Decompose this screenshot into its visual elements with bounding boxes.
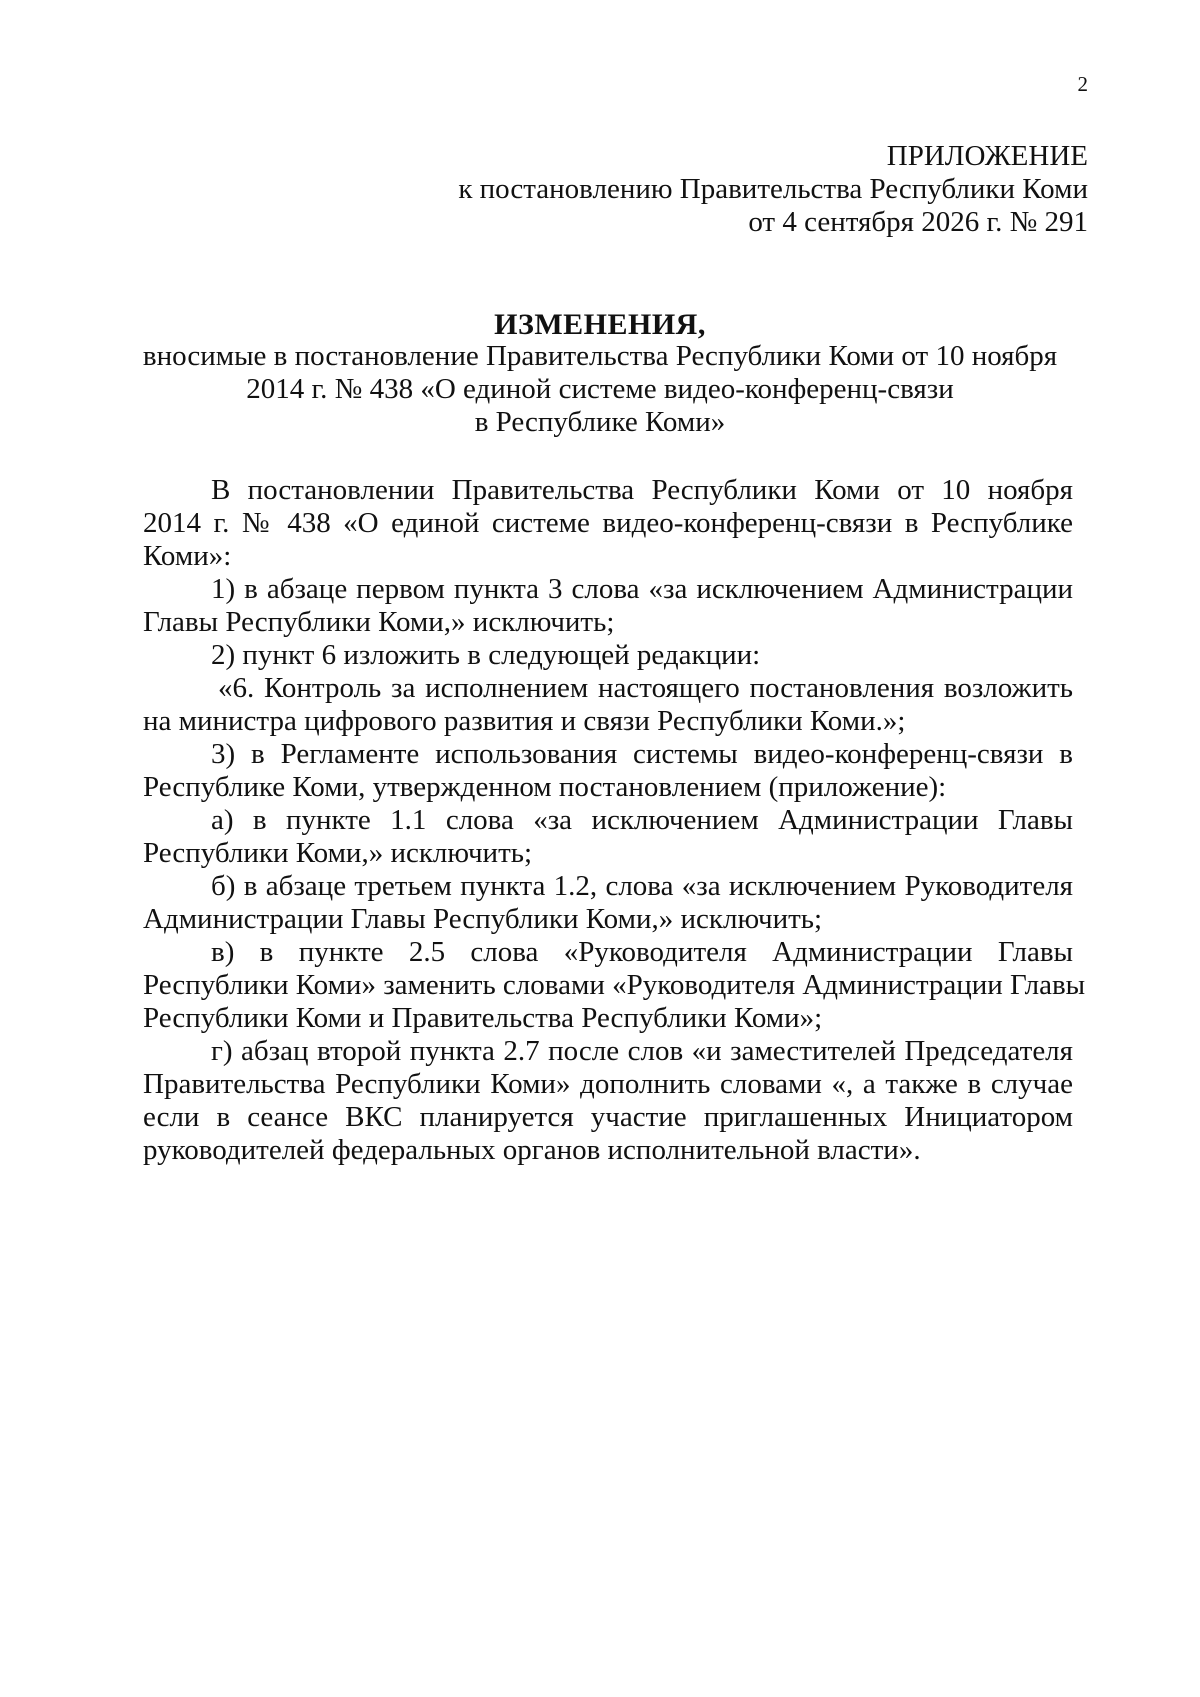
- subtitle-line: в Республике Коми»: [474, 406, 726, 438]
- body-line: а) в пункте 1.1 слова «за исключением Администрации Главы: [211, 804, 1073, 836]
- subtitle-line: вносимые в постановление Правительства Республики Коми от 10 ноября: [142, 340, 1058, 372]
- appendix-date-number: от 4 сентября 2026 г. № 291: [748, 206, 1088, 238]
- appendix-header: [458, 140, 1088, 239]
- body-line: 3) в Регламенте использования системы видео-конференц-связи в: [211, 738, 1073, 770]
- body-line: г) абзац второй пункта 2.7 после слов «и заместителей Председателя: [211, 1035, 1073, 1067]
- page-number: 2: [1077, 72, 1088, 96]
- body-line: Республики Коми» заменить словами «Руководителя Администрации Главы: [143, 969, 1086, 1001]
- body-line: «6. Контроль за исполнением настоящего постановления возложить: [218, 672, 1073, 704]
- document-subtitle: [140, 340, 1060, 439]
- subtitle-line: 2014 г. № 438 «О единой системе видео-конференц-связи: [246, 373, 954, 405]
- document-body: [143, 474, 1086, 1167]
- body-line: Главы Республики Коми,» исключить;: [143, 606, 615, 638]
- appendix-label: ПРИЛОЖЕНИЕ: [886, 140, 1088, 172]
- body-line: Коми»:: [143, 540, 232, 572]
- body-line: 2014 г. № 438 «О единой системе видео-конференц-связи в Республике: [143, 507, 1073, 539]
- body-line: Республики Коми и Правительства Республики Коми»;: [143, 1002, 823, 1034]
- body-line: Правительства Республики Коми» дополнить словами «, а также в случае: [143, 1068, 1073, 1100]
- body-line: руководителей федеральных органов исполнительной власти».: [143, 1134, 921, 1166]
- body-line: б) в абзаце третьем пункта 1.2, слова «за исключением Руководителя: [211, 870, 1073, 902]
- body-line: 2) пункт 6 изложить в следующей редакции:: [211, 639, 761, 671]
- body-line: Республике Коми, утвержденном постановлением (приложение):: [143, 771, 947, 803]
- document-title: ИЗМЕНЕНИЯ,: [494, 308, 706, 341]
- appendix-reference: к постановлению Правительства Республики Коми: [458, 173, 1088, 205]
- body-line: Администрации Главы Республики Коми,» исключить;: [143, 903, 823, 935]
- body-line: 1) в абзаце первом пункта 3 слова «за исключением Администрации: [211, 573, 1073, 605]
- body-line: Республики Коми,» исключить;: [143, 837, 533, 869]
- body-line: если в сеансе ВКС планируется участие приглашенных Инициатором: [143, 1101, 1073, 1133]
- body-line: на министра цифрового развития и связи Республики Коми.»;: [143, 705, 906, 737]
- body-line: в) в пункте 2.5 слова «Руководителя Администрации Главы: [211, 936, 1073, 968]
- body-line: В постановлении Правительства Республики Коми от 10 ноября: [211, 474, 1073, 506]
